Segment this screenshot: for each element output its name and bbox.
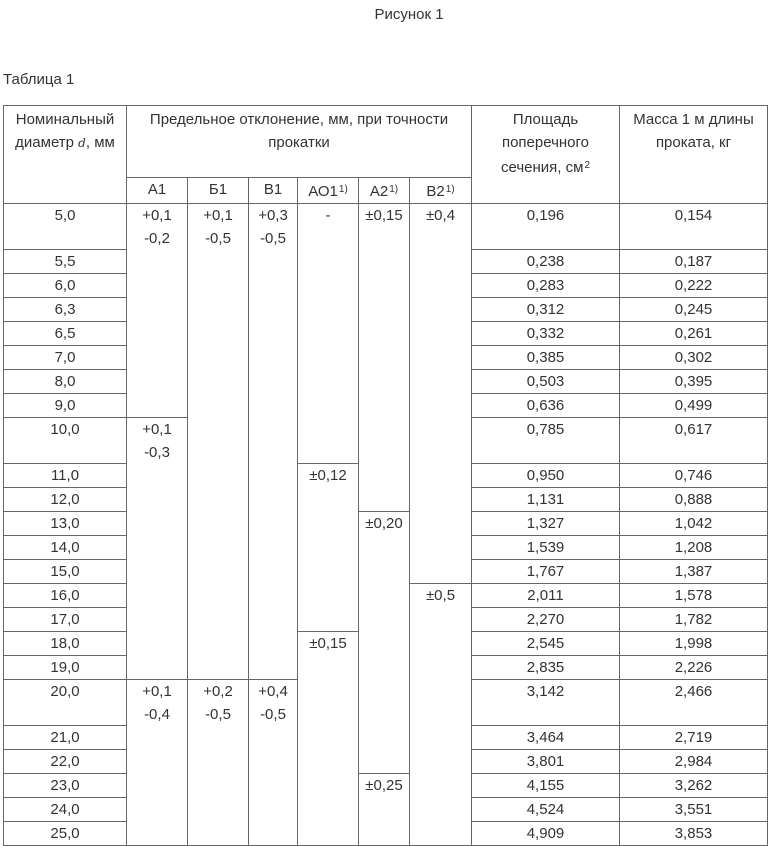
cell-mass: 0,187 — [620, 250, 768, 274]
cell-mass: 0,222 — [620, 274, 768, 298]
cell-area: 4,524 — [472, 798, 620, 822]
cell-mass: 0,261 — [620, 322, 768, 346]
cell-area: 0,312 — [472, 298, 620, 322]
cell-tolerance-a2 — [359, 204, 410, 512]
class-header — [127, 178, 188, 204]
cell-diameter: 5,0 — [4, 204, 127, 250]
class-header-footnote: 1) — [338, 184, 348, 195]
cell-mass: 0,499 — [620, 394, 768, 418]
tolerance-value: -0,5 — [260, 706, 286, 723]
header-deviation: Предельное отклонение, мм, при точности прокатки — [127, 106, 472, 178]
cell-area: 0,283 — [472, 274, 620, 298]
tolerance-value: -0,2 — [144, 230, 170, 247]
header-area-text: Площадь поперечного сечения, см — [501, 111, 590, 176]
cell-mass: 3,853 — [620, 822, 768, 846]
cell-area: 0,785 — [472, 418, 620, 464]
cell-diameter: 5,5 — [4, 250, 127, 274]
class-header-label: А2 — [369, 183, 389, 200]
cell-area: 0,238 — [472, 250, 620, 274]
cell-mass: 1,998 — [620, 632, 768, 656]
cell-mass: 0,154 — [620, 204, 768, 250]
header-diameter-post: , мм — [85, 134, 115, 151]
cell-mass: 2,719 — [620, 726, 768, 750]
header-diameter-pre: Номинальный диаметр — [15, 111, 115, 151]
cell-diameter: 24,0 — [4, 798, 127, 822]
cell-diameter: 14,0 — [4, 536, 127, 560]
cell-mass: 0,888 — [620, 488, 768, 512]
cell-tolerance-v1 — [249, 204, 298, 680]
table-row — [4, 204, 768, 250]
cell-area: 3,801 — [472, 750, 620, 774]
tolerance-value: ±0,25 — [365, 777, 403, 794]
tolerance-value: ±0,15 — [365, 207, 403, 224]
cell-tolerance-a1 — [127, 680, 188, 846]
tolerance-value: +0,1 — [142, 683, 172, 700]
cell-area: 0,503 — [472, 370, 620, 394]
class-header — [188, 178, 249, 204]
cell-area: 2,545 — [472, 632, 620, 656]
tolerance-value: +0,1 — [142, 207, 172, 224]
header-area-sup: 2 — [584, 160, 590, 171]
tolerance-table — [3, 105, 768, 846]
cell-mass: 1,782 — [620, 608, 768, 632]
cell-area: 3,464 — [472, 726, 620, 750]
cell-area: 1,131 — [472, 488, 620, 512]
cell-diameter: 9,0 — [4, 394, 127, 418]
cell-diameter: 11,0 — [4, 464, 127, 488]
cell-diameter: 6,5 — [4, 322, 127, 346]
cell-diameter: 22,0 — [4, 750, 127, 774]
cell-mass: 0,245 — [620, 298, 768, 322]
cell-diameter: 25,0 — [4, 822, 127, 846]
cell-diameter: 6,3 — [4, 298, 127, 322]
cell-tolerance-b2 — [410, 204, 472, 584]
cell-area: 0,636 — [472, 394, 620, 418]
cell-diameter: 10,0 — [4, 418, 127, 464]
cell-tolerance-a1 — [127, 204, 188, 418]
header-mass: Масса 1 м длины проката, кг — [620, 106, 768, 204]
header-diameter-symbol: d — [78, 136, 86, 150]
cell-mass: 1,578 — [620, 584, 768, 608]
cell-area: 2,011 — [472, 584, 620, 608]
cell-tolerance-a1 — [127, 418, 188, 680]
tolerance-value: +0,1 — [203, 207, 233, 224]
cell-mass: 0,746 — [620, 464, 768, 488]
cell-area: 1,767 — [472, 560, 620, 584]
class-header-label: АО1 — [308, 183, 338, 200]
cell-diameter: 13,0 — [4, 512, 127, 536]
cell-diameter: 17,0 — [4, 608, 127, 632]
table-row — [4, 512, 768, 536]
table-title: Таблица 1 — [3, 71, 75, 88]
cell-tolerance-ao1 — [298, 464, 359, 632]
cell-diameter: 12,0 — [4, 488, 127, 512]
class-header — [410, 178, 472, 204]
figure-caption: Рисунок 1 — [374, 6, 444, 23]
class-header-label: Б1 — [208, 181, 228, 198]
cell-diameter: 6,0 — [4, 274, 127, 298]
class-header — [359, 178, 410, 204]
cell-diameter: 8,0 — [4, 370, 127, 394]
class-header-label: В2 — [426, 183, 445, 200]
class-header-footnote: 1) — [445, 184, 455, 195]
cell-mass: 0,395 — [620, 370, 768, 394]
cell-tolerance-v1 — [249, 680, 298, 846]
cell-mass: 2,226 — [620, 656, 768, 680]
header-diameter — [4, 106, 127, 204]
class-header-footnote: 1) — [389, 184, 399, 195]
cell-tolerance-ao1 — [298, 204, 359, 464]
cell-area: 4,155 — [472, 774, 620, 798]
tolerance-value: +0,3 — [258, 207, 288, 224]
tolerance-value: ±0,12 — [309, 467, 347, 484]
tolerance-value: +0,2 — [203, 683, 233, 700]
cell-mass: 1,042 — [620, 512, 768, 536]
tolerance-value: ±0,4 — [425, 207, 456, 224]
cell-area: 1,327 — [472, 512, 620, 536]
cell-diameter: 19,0 — [4, 656, 127, 680]
tolerance-value: ±0,15 — [309, 635, 347, 652]
cell-diameter: 21,0 — [4, 726, 127, 750]
class-header — [249, 178, 298, 204]
tolerance-value: ±0,20 — [365, 515, 403, 532]
tolerance-value: - — [325, 207, 331, 224]
cell-tolerance-ao1 — [298, 632, 359, 846]
class-header-label: В1 — [263, 181, 283, 198]
tolerance-value: -0,5 — [205, 230, 231, 247]
cell-diameter: 16,0 — [4, 584, 127, 608]
cell-mass: 3,551 — [620, 798, 768, 822]
cell-mass: 3,262 — [620, 774, 768, 798]
tolerance-value: ±0,5 — [425, 587, 456, 604]
class-header-label: А1 — [147, 181, 167, 198]
tolerance-value: -0,4 — [144, 706, 170, 723]
tolerance-value: +0,4 — [258, 683, 288, 700]
cell-tolerance-b2 — [410, 584, 472, 846]
cell-area: 2,835 — [472, 656, 620, 680]
cell-diameter: 20,0 — [4, 680, 127, 726]
cell-area: 2,270 — [472, 608, 620, 632]
cell-mass: 1,387 — [620, 560, 768, 584]
table-row — [4, 774, 768, 798]
cell-mass: 1,208 — [620, 536, 768, 560]
cell-mass: 0,302 — [620, 346, 768, 370]
cell-tolerance-b1 — [188, 680, 249, 846]
cell-diameter: 15,0 — [4, 560, 127, 584]
cell-mass: 2,466 — [620, 680, 768, 726]
cell-area: 0,950 — [472, 464, 620, 488]
cell-area: 0,385 — [472, 346, 620, 370]
cell-tolerance-a2 — [359, 774, 410, 846]
cell-tolerance-b1 — [188, 204, 249, 680]
cell-mass: 0,617 — [620, 418, 768, 464]
cell-diameter: 18,0 — [4, 632, 127, 656]
cell-diameter: 7,0 — [4, 346, 127, 370]
tolerance-value: +0,1 — [142, 421, 172, 438]
cell-area: 0,196 — [472, 204, 620, 250]
cell-area: 0,332 — [472, 322, 620, 346]
cell-area: 3,142 — [472, 680, 620, 726]
cell-area: 1,539 — [472, 536, 620, 560]
header-area — [472, 106, 620, 204]
tolerance-value: -0,3 — [144, 444, 170, 461]
cell-diameter: 23,0 — [4, 774, 127, 798]
cell-mass: 2,984 — [620, 750, 768, 774]
class-header — [298, 178, 359, 204]
tolerance-value: -0,5 — [205, 706, 231, 723]
cell-tolerance-a2 — [359, 512, 410, 774]
cell-area: 4,909 — [472, 822, 620, 846]
tolerance-value: -0,5 — [260, 230, 286, 247]
